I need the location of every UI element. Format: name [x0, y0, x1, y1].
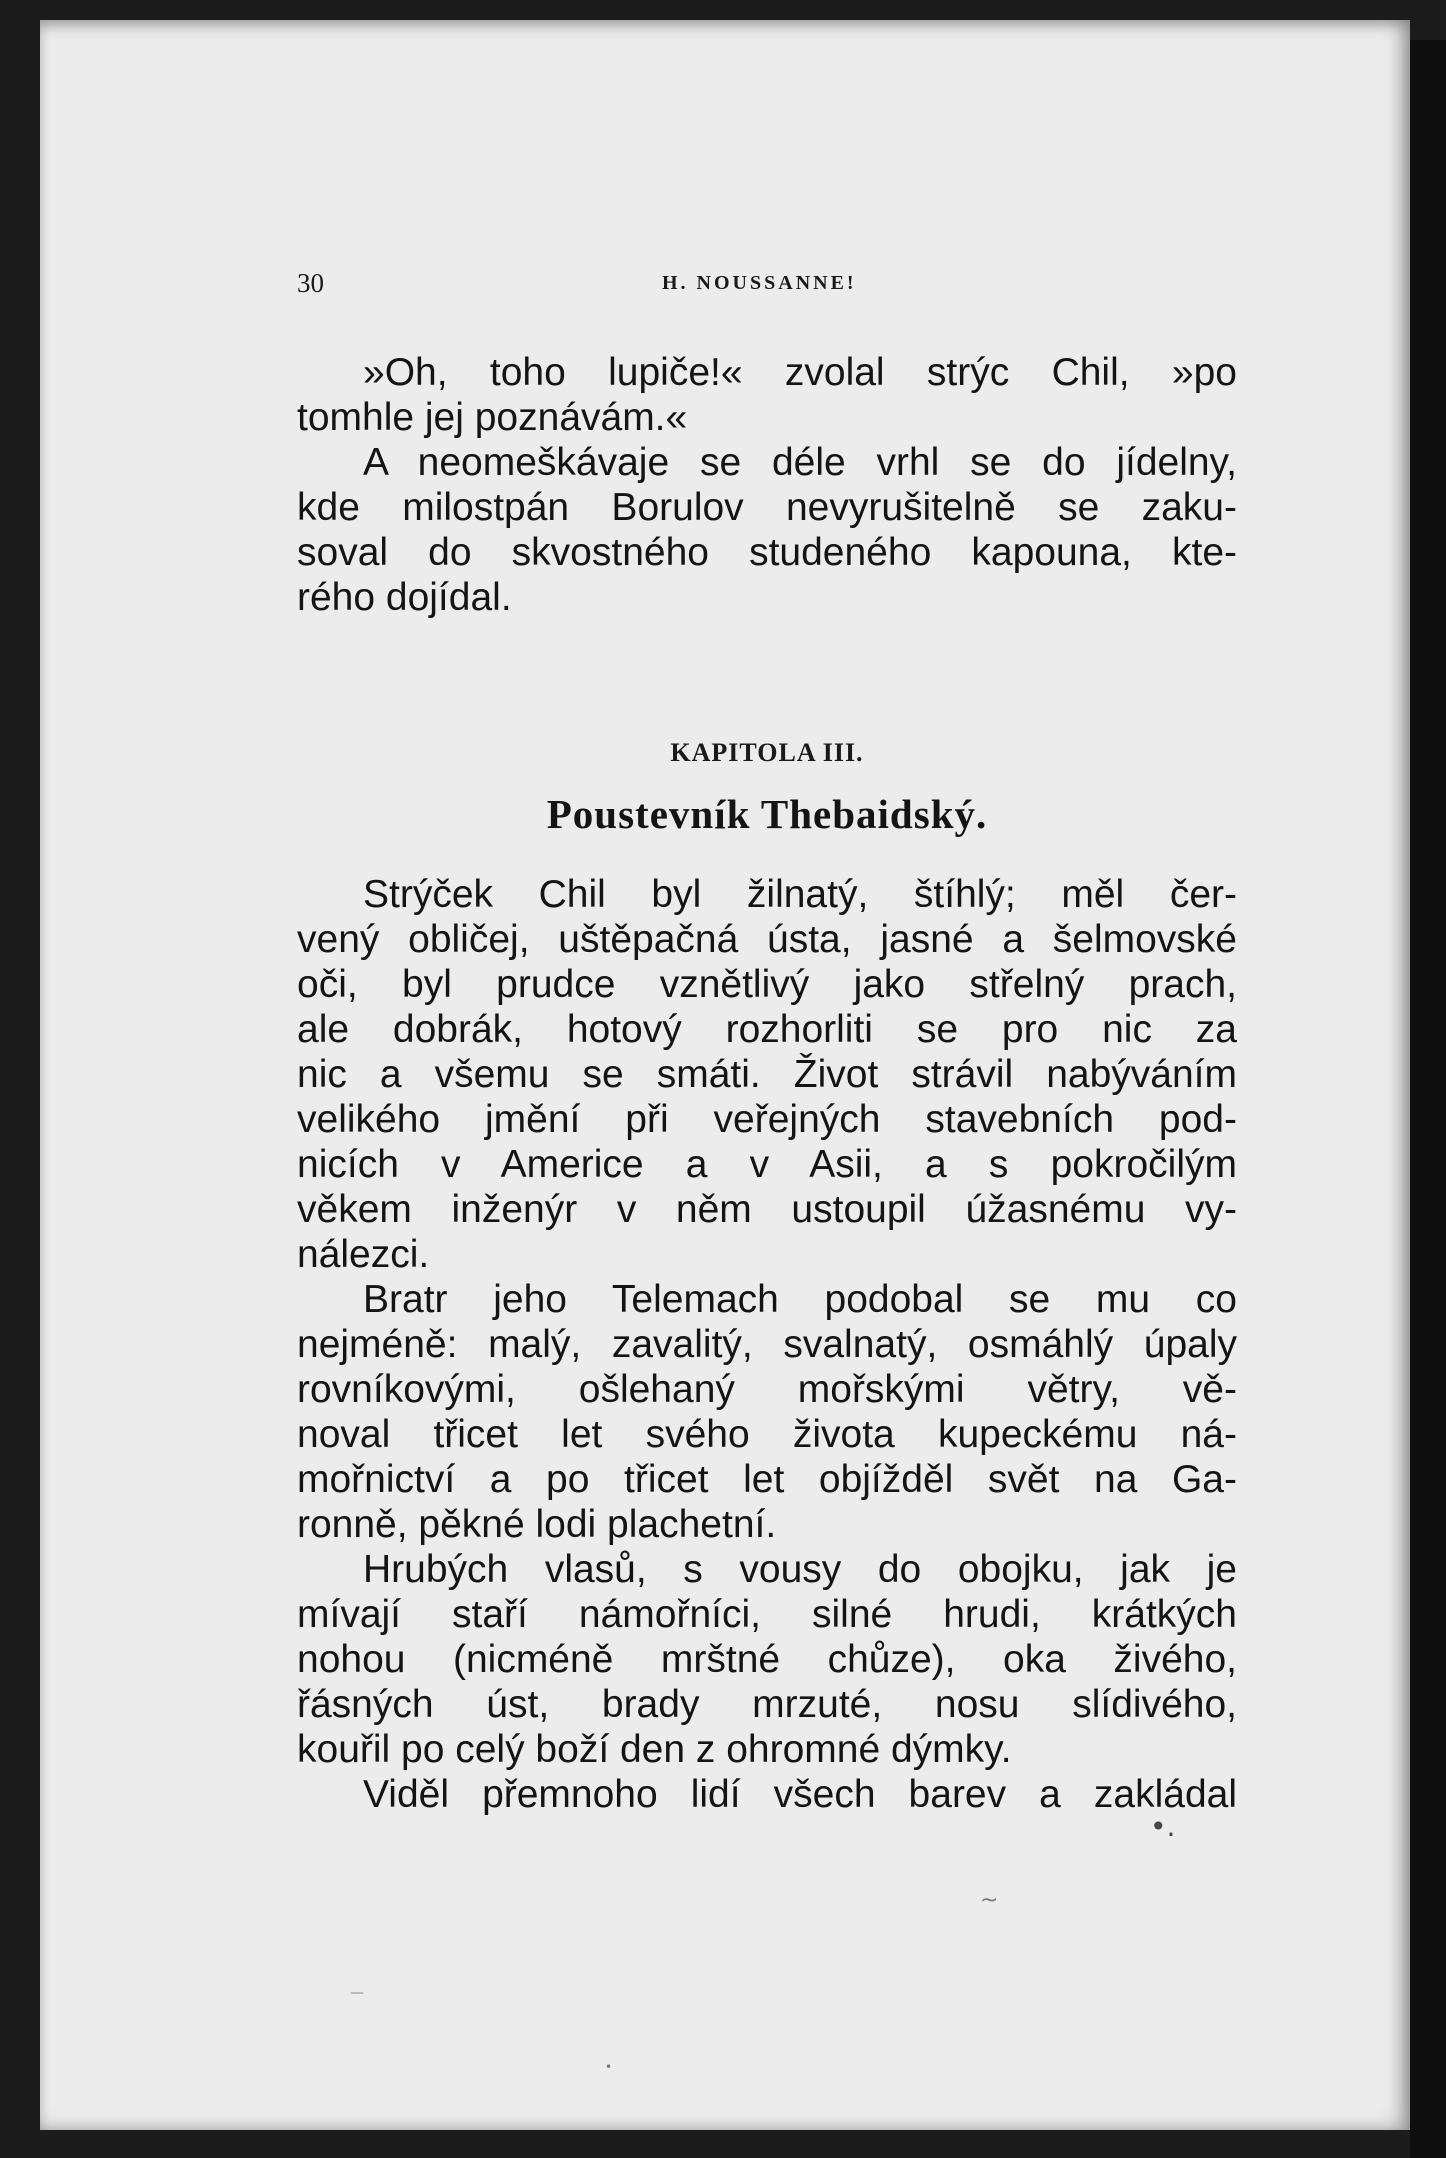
text-line: nic a všemu se smáti. Život strávil nabýváním	[297, 1053, 1237, 1096]
text-line: ale dobrák, hotový rozhorliti se pro nic za	[297, 1008, 1237, 1051]
ink-smudge: •.	[1150, 1810, 1176, 1843]
text-line: řásných úst, brady mrzuté, nosu slídivého,	[297, 1683, 1237, 1726]
text-line: soval do skvostného studeného kapouna, kte-	[297, 531, 1237, 574]
text-line: ronně, pěkné lodi plachetní.	[297, 1503, 777, 1546]
text-line: velikého jmění při veřejných stavebních pod-	[297, 1098, 1237, 1141]
paragraph-block-1	[297, 350, 1237, 620]
text-line: nicích v Americe a v Asii, a s pokročilým	[297, 1143, 1237, 1186]
book-spine-shadow	[1410, 40, 1446, 2158]
chapter-title: Poustevník Thebaidský.	[546, 791, 988, 837]
text-line: nálezci.	[297, 1233, 430, 1276]
running-head: H. NOUSSANNE!	[662, 272, 857, 294]
paragraph-block-2	[297, 872, 1237, 1817]
text-line: Viděl přemnoho lidí všech barev a zakládal	[363, 1773, 1237, 1816]
ink-smudge: •	[605, 2060, 613, 2074]
text-line: kde milostpán Borulov nevyrušitelně se zaku-	[297, 486, 1237, 529]
text-line: A neomeškávaje se déle vrhl se do jídelny,	[363, 441, 1237, 484]
text-line: »Oh, toho lupiče!« zvolal strýc Chil, »po	[363, 351, 1237, 394]
text-line: tomhle jej poznávám.«	[297, 396, 688, 439]
ink-smudge: ~	[980, 1888, 999, 1913]
text-line: rovníkovými, ošlehaný mořskými větry, vě-	[297, 1368, 1237, 1411]
text-line: věkem inženýr v něm ustoupil úžasnému vy-	[297, 1188, 1237, 1231]
text-line: noval třicet let svého života kupeckému ná-	[297, 1413, 1237, 1456]
text-line: Hrubých vlasů, s vousy do obojku, jak je	[363, 1548, 1237, 1591]
text-line: kouřil po celý boží den z ohromné dýmky.	[297, 1728, 1012, 1771]
text-line: nohou (nicméně mrštné chůze), oka živého,	[297, 1638, 1237, 1681]
text-line: nejméně: malý, zavalitý, svalnatý, osmáhlý úpaly	[297, 1323, 1237, 1366]
text-line: rého dojídal.	[297, 576, 512, 619]
text-line: mořnictví a po třicet let objížděl svět na Ga-	[297, 1458, 1237, 1501]
ink-smudge: —	[350, 1985, 364, 2001]
chapter-label: KAPITOLA III.	[670, 738, 864, 767]
text-line: Strýček Chil byl žilnatý, štíhlý; měl čer-	[363, 873, 1237, 916]
text-line: vený obličej, uštěpačná ústa, jasné a šelmovské	[297, 918, 1237, 961]
text-line: oči, byl prudce vznětlivý jako střelný prach,	[297, 963, 1237, 1006]
page-number: 30	[297, 268, 324, 298]
text-line: Bratr jeho Telemach podobal se mu co	[363, 1278, 1237, 1321]
page-header	[297, 268, 1237, 298]
text-line: mívají staří námořníci, silné hrudi, krátkých	[297, 1593, 1237, 1636]
